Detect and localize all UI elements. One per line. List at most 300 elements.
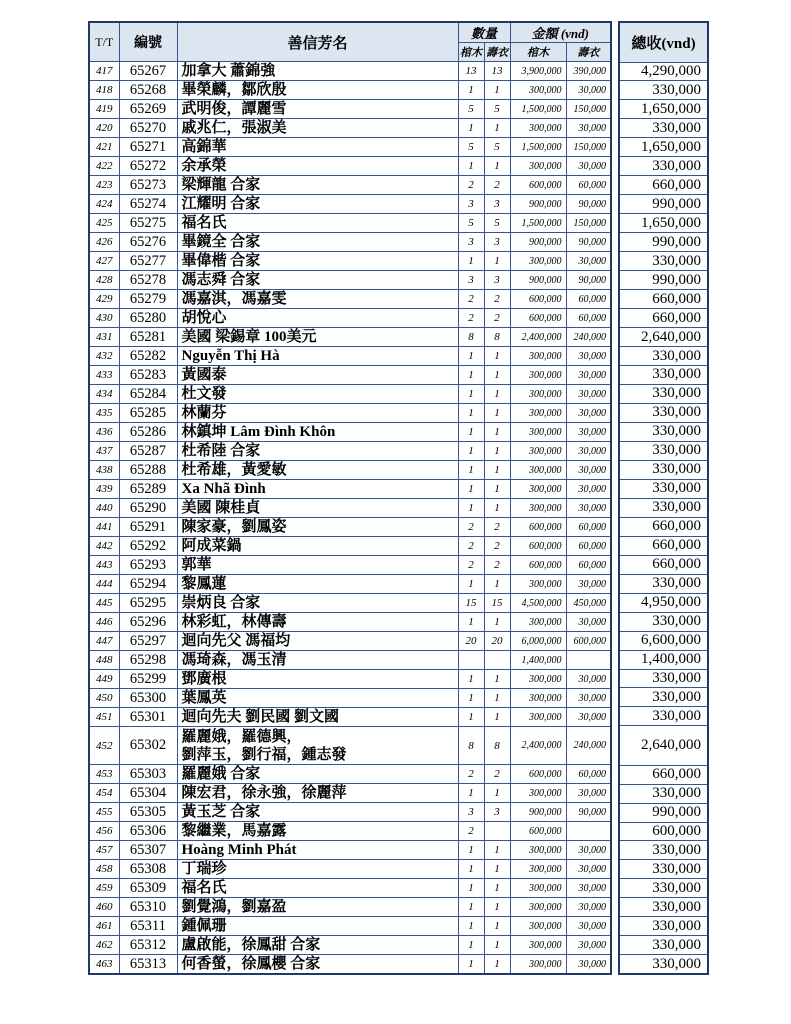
row-number-cell: 449 [89, 670, 119, 689]
qty-coffin-cell: 1 [458, 860, 484, 879]
qty-shroud-cell: 8 [484, 727, 510, 765]
donor-name-cell: 胡悅心 [177, 309, 458, 328]
donor-name-cell: 陳家豪，劉鳳姿 [177, 518, 458, 537]
donor-id-cell: 65275 [119, 214, 177, 233]
qty-coffin-cell: 8 [458, 328, 484, 347]
total-amount-cell: 1,650,000 [619, 138, 708, 157]
total-row [619, 822, 708, 841]
row-number-cell: 457 [89, 841, 119, 860]
amount-coffin-cell: 600,000 [510, 176, 566, 195]
donor-name-cell: 崇炳良 合家 [177, 594, 458, 613]
qty-coffin-cell: 1 [458, 423, 484, 442]
row-number-cell: 438 [89, 461, 119, 480]
qty-shroud-cell: 5 [484, 214, 510, 233]
table-row [89, 651, 611, 670]
header-qty: 數量 [458, 22, 510, 43]
total-row [619, 100, 708, 119]
donor-id-cell: 65294 [119, 575, 177, 594]
header-amount-shroud: 壽衣 [566, 43, 611, 62]
table-row [89, 290, 611, 309]
row-number-cell: 423 [89, 176, 119, 195]
total-amount-cell: 660,000 [619, 176, 708, 195]
total-amount-cell: 6,600,000 [619, 631, 708, 650]
amount-coffin-cell: 300,000 [510, 347, 566, 366]
qty-coffin-cell: 1 [458, 366, 484, 385]
row-number-cell: 459 [89, 879, 119, 898]
donor-name-cell: 林彩虹，林傳壽 [177, 613, 458, 632]
row-number-cell: 418 [89, 81, 119, 100]
amount-coffin-cell: 600,000 [510, 518, 566, 537]
total-row [619, 498, 708, 517]
row-number-cell: 433 [89, 366, 119, 385]
qty-coffin-cell: 3 [458, 803, 484, 822]
total-amount-cell: 1,400,000 [619, 650, 708, 669]
amount-shroud-cell: 30,000 [566, 860, 611, 879]
donor-id-cell: 65285 [119, 404, 177, 423]
qty-shroud-cell: 1 [484, 252, 510, 271]
total-amount-cell: 990,000 [619, 195, 708, 214]
donor-id-cell: 65297 [119, 632, 177, 651]
amount-coffin-cell: 600,000 [510, 537, 566, 556]
total-amount-cell: 600,000 [619, 822, 708, 841]
row-number-cell: 447 [89, 632, 119, 651]
amount-coffin-cell: 600,000 [510, 290, 566, 309]
amount-shroud-cell: 30,000 [566, 347, 611, 366]
total-row [619, 479, 708, 498]
donor-name-cell: 鍾佩珊 [177, 917, 458, 936]
total-amount-cell: 330,000 [619, 498, 708, 517]
donor-name-cell: 杜文發 [177, 385, 458, 404]
table-row [89, 81, 611, 100]
total-amount-cell: 330,000 [619, 81, 708, 100]
row-number-cell: 444 [89, 575, 119, 594]
donor-name-cell: 畢榮麟，鄒欣殷 [177, 81, 458, 100]
qty-coffin-cell: 1 [458, 670, 484, 689]
total-row [619, 612, 708, 631]
row-number-cell: 454 [89, 784, 119, 803]
table-row [89, 879, 611, 898]
row-number-cell: 456 [89, 822, 119, 841]
donor-id-cell: 65308 [119, 860, 177, 879]
qty-shroud-cell: 1 [484, 347, 510, 366]
table-body [89, 62, 611, 975]
amount-coffin-cell: 300,000 [510, 936, 566, 955]
amount-coffin-cell: 300,000 [510, 841, 566, 860]
amount-shroud-cell: 30,000 [566, 613, 611, 632]
amount-coffin-cell: 1,400,000 [510, 651, 566, 670]
qty-coffin-cell: 1 [458, 347, 484, 366]
total-row [619, 517, 708, 536]
donor-id-cell: 65292 [119, 537, 177, 556]
total-row [619, 574, 708, 593]
qty-coffin-cell: 1 [458, 689, 484, 708]
total-amount-cell: 330,000 [619, 422, 708, 441]
row-number-cell: 430 [89, 309, 119, 328]
amount-shroud-cell: 90,000 [566, 271, 611, 290]
row-number-cell: 420 [89, 119, 119, 138]
table-row [89, 860, 611, 879]
amount-coffin-cell: 300,000 [510, 879, 566, 898]
total-amount-cell: 1,650,000 [619, 214, 708, 233]
donor-id-cell: 65293 [119, 556, 177, 575]
amount-shroud-cell: 60,000 [566, 518, 611, 537]
qty-shroud-cell: 13 [484, 62, 510, 81]
donor-id-cell: 65274 [119, 195, 177, 214]
donor-id-cell: 65282 [119, 347, 177, 366]
donation-table [88, 21, 612, 975]
table-row [89, 917, 611, 936]
table-row [89, 347, 611, 366]
amount-coffin-cell: 900,000 [510, 233, 566, 252]
donation-table-wrap [88, 21, 709, 975]
qty-coffin-cell: 13 [458, 62, 484, 81]
total-row [619, 119, 708, 138]
amount-coffin-cell: 900,000 [510, 803, 566, 822]
amount-shroud-cell: 30,000 [566, 119, 611, 138]
total-amount-cell: 330,000 [619, 707, 708, 726]
table-row [89, 442, 611, 461]
total-row [619, 422, 708, 441]
total-amount-cell: 990,000 [619, 271, 708, 290]
total-column-body [619, 62, 708, 974]
row-number-cell: 440 [89, 499, 119, 518]
table-row [89, 461, 611, 480]
donor-id-cell: 65305 [119, 803, 177, 822]
amount-coffin-cell: 300,000 [510, 955, 566, 975]
donor-id-cell: 65296 [119, 613, 177, 632]
qty-coffin-cell: 2 [458, 822, 484, 841]
amount-shroud-cell: 30,000 [566, 670, 611, 689]
total-amount-cell: 330,000 [619, 669, 708, 688]
row-number-cell: 441 [89, 518, 119, 537]
total-row [619, 347, 708, 366]
donor-id-cell: 65302 [119, 727, 177, 765]
total-row [619, 81, 708, 100]
qty-coffin-cell: 1 [458, 499, 484, 518]
donor-name-cell: 江耀明 合家 [177, 195, 458, 214]
total-amount-cell: 330,000 [619, 879, 708, 898]
donor-id-cell: 65311 [119, 917, 177, 936]
donor-name-cell: 馮嘉淇，馮嘉雯 [177, 290, 458, 309]
total-row [619, 460, 708, 479]
qty-shroud-cell: 1 [484, 575, 510, 594]
qty-coffin-cell: 1 [458, 157, 484, 176]
qty-shroud-cell: 20 [484, 632, 510, 651]
donor-id-cell: 65283 [119, 366, 177, 385]
total-amount-cell: 330,000 [619, 366, 708, 385]
table-row [89, 765, 611, 784]
qty-shroud-cell: 1 [484, 841, 510, 860]
donor-name-cell: 武明俊，譚麗雪 [177, 100, 458, 119]
donor-id-cell: 65288 [119, 461, 177, 480]
amount-shroud-cell: 90,000 [566, 233, 611, 252]
donor-name-cell: 丁瑞珍 [177, 860, 458, 879]
amount-shroud-cell: 90,000 [566, 803, 611, 822]
total-row [619, 403, 708, 422]
total-amount-cell: 330,000 [619, 917, 708, 936]
qty-shroud-cell: 1 [484, 81, 510, 100]
qty-shroud-cell: 1 [484, 366, 510, 385]
qty-shroud-cell: 1 [484, 670, 510, 689]
total-row [619, 726, 708, 765]
qty-coffin-cell: 1 [458, 461, 484, 480]
total-amount-cell: 330,000 [619, 955, 708, 974]
qty-shroud-cell: 2 [484, 765, 510, 784]
amount-shroud-cell: 30,000 [566, 385, 611, 404]
donor-id-cell: 65271 [119, 138, 177, 157]
donor-id-cell: 65284 [119, 385, 177, 404]
qty-shroud-cell: 1 [484, 480, 510, 499]
total-row [619, 707, 708, 726]
donor-id-cell: 65309 [119, 879, 177, 898]
amount-shroud-cell: 150,000 [566, 100, 611, 119]
qty-shroud-cell: 1 [484, 442, 510, 461]
total-row [619, 138, 708, 157]
row-number-cell: 425 [89, 214, 119, 233]
total-row [619, 366, 708, 385]
donor-id-cell: 65286 [119, 423, 177, 442]
amount-shroud-cell: 60,000 [566, 290, 611, 309]
row-number-cell: 461 [89, 917, 119, 936]
total-amount-cell: 660,000 [619, 765, 708, 784]
amount-coffin-cell: 2,400,000 [510, 727, 566, 765]
amount-shroud-cell: 240,000 [566, 328, 611, 347]
row-number-cell: 435 [89, 404, 119, 423]
total-amount-cell: 2,640,000 [619, 328, 708, 347]
donor-id-cell: 65306 [119, 822, 177, 841]
table-row [89, 936, 611, 955]
qty-shroud-cell: 8 [484, 328, 510, 347]
qty-shroud-cell [484, 822, 510, 841]
total-amount-cell: 330,000 [619, 460, 708, 479]
row-number-cell: 419 [89, 100, 119, 119]
donor-id-cell: 65267 [119, 62, 177, 81]
donor-id-cell: 65290 [119, 499, 177, 518]
qty-coffin-cell: 2 [458, 176, 484, 195]
amount-coffin-cell: 600,000 [510, 765, 566, 784]
table-row [89, 632, 611, 651]
donor-name-cell: Hoàng Minh Phát [177, 841, 458, 860]
donor-id-cell: 65287 [119, 442, 177, 461]
qty-coffin-cell: 5 [458, 214, 484, 233]
total-amount-cell: 330,000 [619, 898, 708, 917]
row-number-cell: 446 [89, 613, 119, 632]
total-amount-cell: 330,000 [619, 784, 708, 803]
header-qty-coffin: 棺木 [458, 43, 484, 62]
qty-shroud-cell: 1 [484, 385, 510, 404]
total-amount-cell: 330,000 [619, 612, 708, 631]
amount-coffin-cell: 600,000 [510, 556, 566, 575]
total-row [619, 62, 708, 81]
qty-coffin-cell: 1 [458, 81, 484, 100]
total-row [619, 233, 708, 252]
total-row [619, 631, 708, 650]
total-amount-cell: 990,000 [619, 803, 708, 822]
total-row [619, 936, 708, 955]
amount-shroud-cell: 30,000 [566, 841, 611, 860]
qty-shroud-cell: 1 [484, 898, 510, 917]
row-number-cell: 426 [89, 233, 119, 252]
qty-shroud-cell: 1 [484, 708, 510, 727]
qty-shroud-cell: 3 [484, 803, 510, 822]
donor-id-cell: 65277 [119, 252, 177, 271]
header-id: 編號 [119, 22, 177, 62]
table-row [89, 689, 611, 708]
row-number-cell: 443 [89, 556, 119, 575]
amount-shroud-cell: 30,000 [566, 423, 611, 442]
donor-id-cell: 65299 [119, 670, 177, 689]
table-row [89, 537, 611, 556]
amount-shroud-cell: 30,000 [566, 461, 611, 480]
qty-shroud-cell: 3 [484, 233, 510, 252]
table-row [89, 119, 611, 138]
table-row [89, 328, 611, 347]
amount-coffin-cell: 1,500,000 [510, 138, 566, 157]
row-number-cell: 445 [89, 594, 119, 613]
donor-name-cell: 余承榮 [177, 157, 458, 176]
donor-name-cell: 何香螢，徐鳳櫻 合家 [177, 955, 458, 975]
table-row [89, 594, 611, 613]
qty-shroud-cell: 5 [484, 100, 510, 119]
qty-shroud-cell: 1 [484, 461, 510, 480]
donor-name-cell: Xa Nhã Đình [177, 480, 458, 499]
total-row [619, 765, 708, 784]
amount-coffin-cell: 2,400,000 [510, 328, 566, 347]
table-row [89, 62, 611, 81]
amount-shroud-cell: 60,000 [566, 765, 611, 784]
amount-shroud-cell: 30,000 [566, 879, 611, 898]
amount-shroud-cell: 150,000 [566, 214, 611, 233]
donor-id-cell: 65276 [119, 233, 177, 252]
donor-name-cell: 林蘭芬 [177, 404, 458, 423]
header-tt: T/T [89, 22, 119, 62]
amount-coffin-cell: 900,000 [510, 195, 566, 214]
qty-shroud-cell: 2 [484, 556, 510, 575]
donor-name-cell: 羅麗娥，羅德興， 劉萍玉，劉行福，鍾志發 [177, 727, 458, 765]
amount-coffin-cell: 300,000 [510, 860, 566, 879]
row-number-cell: 436 [89, 423, 119, 442]
total-amount-cell: 990,000 [619, 233, 708, 252]
qty-coffin-cell: 3 [458, 271, 484, 290]
qty-coffin-cell: 3 [458, 195, 484, 214]
qty-shroud-cell: 2 [484, 518, 510, 537]
row-number-cell: 428 [89, 271, 119, 290]
table-row [89, 100, 611, 119]
amount-coffin-cell: 300,000 [510, 252, 566, 271]
row-number-cell: 455 [89, 803, 119, 822]
total-row [619, 309, 708, 328]
donor-name-cell: 黎鳳蓮 [177, 575, 458, 594]
total-row [619, 252, 708, 271]
qty-shroud-cell: 1 [484, 404, 510, 423]
amount-coffin-cell: 300,000 [510, 404, 566, 423]
total-row [619, 860, 708, 879]
donor-id-cell: 65281 [119, 328, 177, 347]
amount-coffin-cell: 300,000 [510, 898, 566, 917]
total-row [619, 176, 708, 195]
row-number-cell: 451 [89, 708, 119, 727]
qty-coffin-cell: 1 [458, 480, 484, 499]
qty-shroud-cell: 1 [484, 917, 510, 936]
donor-name-cell: 杜希陸 合家 [177, 442, 458, 461]
donor-id-cell: 65298 [119, 651, 177, 670]
amount-coffin-cell: 300,000 [510, 81, 566, 100]
amount-coffin-cell: 6,000,000 [510, 632, 566, 651]
qty-coffin-cell: 1 [458, 841, 484, 860]
total-row [619, 536, 708, 555]
amount-coffin-cell: 1,500,000 [510, 214, 566, 233]
amount-coffin-cell: 300,000 [510, 442, 566, 461]
total-row [619, 955, 708, 974]
donor-name-cell: 羅麗娥 合家 [177, 765, 458, 784]
amount-shroud-cell: 30,000 [566, 689, 611, 708]
donor-name-cell: 盧啟能，徐鳳甜 合家 [177, 936, 458, 955]
total-amount-cell: 330,000 [619, 252, 708, 271]
total-amount-cell: 330,000 [619, 384, 708, 403]
table-row [89, 157, 611, 176]
donor-name-cell: Nguyễn Thị Hà [177, 347, 458, 366]
donor-id-cell: 65312 [119, 936, 177, 955]
amount-shroud-cell: 150,000 [566, 138, 611, 157]
donor-name-cell: 林鎮坤 Lâm Đình Khôn [177, 423, 458, 442]
donor-id-cell: 65307 [119, 841, 177, 860]
total-row [619, 650, 708, 669]
table-row [89, 480, 611, 499]
donor-name-cell: 黃國泰 [177, 366, 458, 385]
qty-shroud-cell: 1 [484, 955, 510, 975]
amount-shroud-cell: 60,000 [566, 537, 611, 556]
amount-shroud-cell: 30,000 [566, 917, 611, 936]
donor-id-cell: 65279 [119, 290, 177, 309]
qty-coffin-cell: 1 [458, 955, 484, 975]
amount-coffin-cell: 4,500,000 [510, 594, 566, 613]
qty-shroud-cell: 1 [484, 689, 510, 708]
total-amount-cell: 330,000 [619, 119, 708, 138]
donor-id-cell: 65291 [119, 518, 177, 537]
donor-id-cell: 65289 [119, 480, 177, 499]
amount-coffin-cell: 300,000 [510, 613, 566, 632]
total-amount-cell: 330,000 [619, 479, 708, 498]
qty-coffin-cell: 1 [458, 917, 484, 936]
row-number-cell: 442 [89, 537, 119, 556]
amount-shroud-cell: 240,000 [566, 727, 611, 765]
qty-coffin-cell: 1 [458, 385, 484, 404]
qty-shroud-cell: 15 [484, 594, 510, 613]
total-amount-cell: 660,000 [619, 517, 708, 536]
donor-name-cell: 美國 梁錫章 100美元 [177, 328, 458, 347]
qty-coffin-cell: 2 [458, 765, 484, 784]
amount-coffin-cell: 300,000 [510, 423, 566, 442]
amount-shroud-cell: 390,000 [566, 62, 611, 81]
donor-id-cell: 65310 [119, 898, 177, 917]
row-number-cell: 434 [89, 385, 119, 404]
total-amount-cell: 330,000 [619, 157, 708, 176]
qty-coffin-cell: 1 [458, 879, 484, 898]
row-number-cell: 439 [89, 480, 119, 499]
table-row [89, 271, 611, 290]
donor-name-cell: 阿成菜鍋 [177, 537, 458, 556]
table-row [89, 404, 611, 423]
donor-id-cell: 65268 [119, 81, 177, 100]
total-row [619, 157, 708, 176]
table-row [89, 955, 611, 975]
donor-name-cell: 黃玉芝 合家 [177, 803, 458, 822]
amount-shroud-cell: 60,000 [566, 309, 611, 328]
qty-shroud-cell: 1 [484, 860, 510, 879]
total-amount-cell: 330,000 [619, 574, 708, 593]
table-row [89, 309, 611, 328]
row-number-cell: 450 [89, 689, 119, 708]
